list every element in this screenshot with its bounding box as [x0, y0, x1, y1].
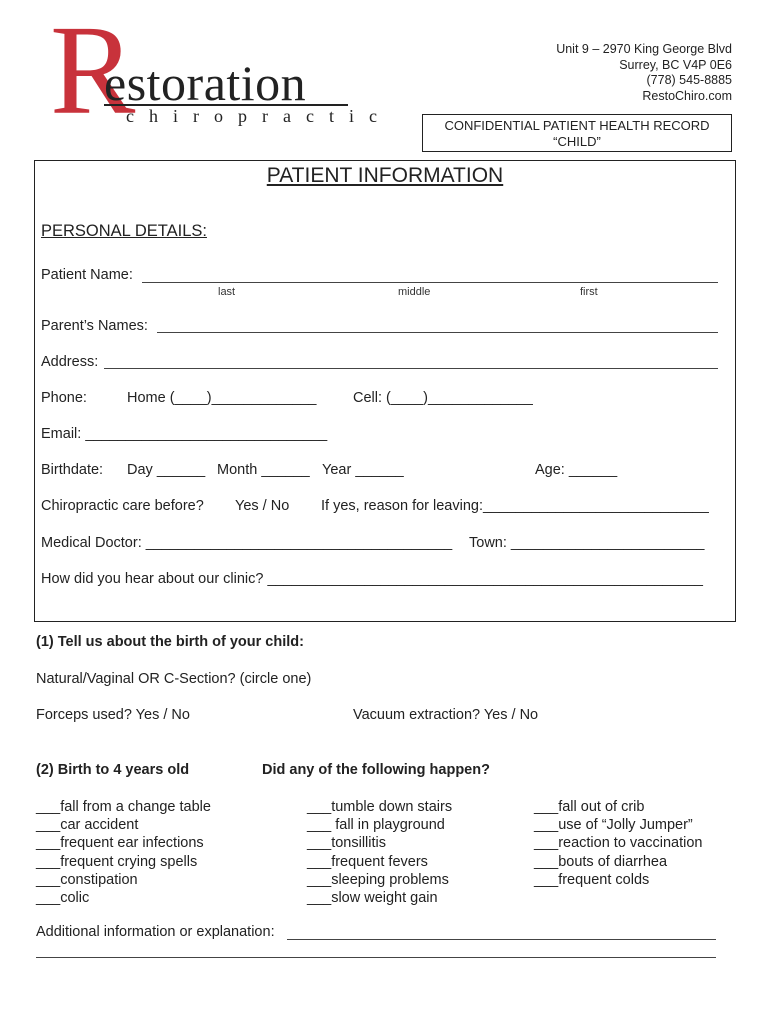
- clinic-website: RestoChiro.com: [642, 88, 732, 103]
- forceps-question[interactable]: Forceps used? Yes / No: [36, 707, 190, 723]
- logo-initial: R: [50, 0, 136, 141]
- email-field[interactable]: Email: ______________________________: [41, 426, 328, 442]
- list-item[interactable]: ___frequent ear infections: [36, 835, 204, 852]
- birth-day-field[interactable]: Day ______: [127, 462, 206, 478]
- clinic-address: [556, 42, 732, 104]
- list-item[interactable]: ___use of “Jolly Jumper”: [534, 817, 693, 834]
- address-line2: Surrey, BC V4P 0E6: [619, 57, 732, 72]
- list-item[interactable]: ___fall from a change table: [36, 799, 211, 815]
- early-years-heading: (2) Birth to 4 years old: [36, 762, 190, 778]
- checklist-col3: [534, 798, 702, 889]
- birth-year-field[interactable]: Year ______: [322, 462, 404, 478]
- name-middle-label: middle: [398, 286, 431, 298]
- record-type-box: [422, 114, 732, 152]
- list-item[interactable]: ___colic: [36, 890, 90, 907]
- birth-heading: (1) Tell us about the birth of your child:: [36, 634, 304, 650]
- birthdate-label: Birthdate:: [41, 462, 104, 478]
- page-title: PATIENT INFORMATION: [266, 164, 504, 187]
- name-first-label: first: [580, 286, 598, 298]
- address-field[interactable]: [104, 368, 718, 369]
- logo-word: estoration: [104, 55, 307, 111]
- parents-names-field[interactable]: [157, 332, 718, 333]
- cell-phone-field[interactable]: Cell: (____)_____________: [353, 390, 533, 406]
- name-last-label: last: [218, 286, 236, 298]
- reason-leaving-field[interactable]: If yes, reason for leaving:____________________________: [321, 498, 709, 514]
- additional-info-field-line2[interactable]: [36, 957, 716, 958]
- list-item[interactable]: ___constipation: [36, 871, 138, 888]
- list-item[interactable]: ___ fall in playground: [307, 817, 445, 834]
- patient-name-field[interactable]: [142, 282, 718, 283]
- list-item[interactable]: ___car accident: [36, 817, 139, 834]
- list-item[interactable]: ___frequent crying spells: [36, 853, 198, 870]
- parents-names-label: Parent’s Names:: [41, 318, 148, 334]
- hear-about-field[interactable]: How did you hear about our clinic? ______________________________________________________: [41, 571, 703, 587]
- personal-details-heading: PERSONAL DETAILS:: [41, 222, 207, 240]
- additional-info-label: Additional information or explanation:: [36, 924, 275, 940]
- list-item[interactable]: ___tonsillitis: [307, 835, 386, 852]
- medical-doctor-field[interactable]: Medical Doctor: ______________________________________: [41, 535, 453, 551]
- additional-info-field[interactable]: [287, 939, 716, 940]
- patient-name-label: Patient Name:: [41, 267, 133, 283]
- chiro-before-yes-no[interactable]: Yes / No: [235, 498, 290, 514]
- list-item[interactable]: ___tumble down stairs: [307, 799, 453, 815]
- address-label: Address:: [41, 354, 99, 370]
- early-years-question: Did any of the following happen?: [262, 762, 490, 778]
- record-line2: “CHILD”: [553, 134, 601, 149]
- checklist-col1: [36, 798, 211, 907]
- vacuum-question[interactable]: Vacuum extraction? Yes / No: [353, 707, 539, 723]
- list-item[interactable]: ___fall out of crib: [534, 799, 645, 815]
- delivery-type-question[interactable]: Natural/Vaginal OR C-Section? (circle one): [36, 671, 312, 687]
- clinic-phone: (778) 545-8885: [646, 73, 732, 87]
- list-item[interactable]: ___slow weight gain: [307, 890, 438, 907]
- list-item[interactable]: ___bouts of diarrhea: [534, 853, 668, 870]
- checklist-col2: [307, 798, 452, 907]
- age-field[interactable]: Age: ______: [535, 462, 618, 478]
- list-item[interactable]: ___frequent colds: [534, 871, 650, 888]
- list-item[interactable]: ___frequent fevers: [307, 853, 428, 870]
- chiro-before-label: Chiropractic care before?: [41, 498, 204, 514]
- address-line1: Unit 9 – 2970 King George Blvd: [556, 42, 732, 56]
- list-item[interactable]: ___sleeping problems: [307, 871, 449, 888]
- birth-month-field[interactable]: Month ______: [217, 462, 310, 478]
- list-item[interactable]: ___reaction to vaccination: [534, 835, 703, 852]
- logo-subtitle: chiropractic: [126, 106, 392, 126]
- home-phone-field[interactable]: Home (____)_____________: [127, 390, 317, 406]
- town-field[interactable]: Town: ________________________: [469, 535, 705, 551]
- record-line1: CONFIDENTIAL PATIENT HEALTH RECORD: [444, 118, 710, 133]
- phone-label: Phone:: [41, 390, 87, 406]
